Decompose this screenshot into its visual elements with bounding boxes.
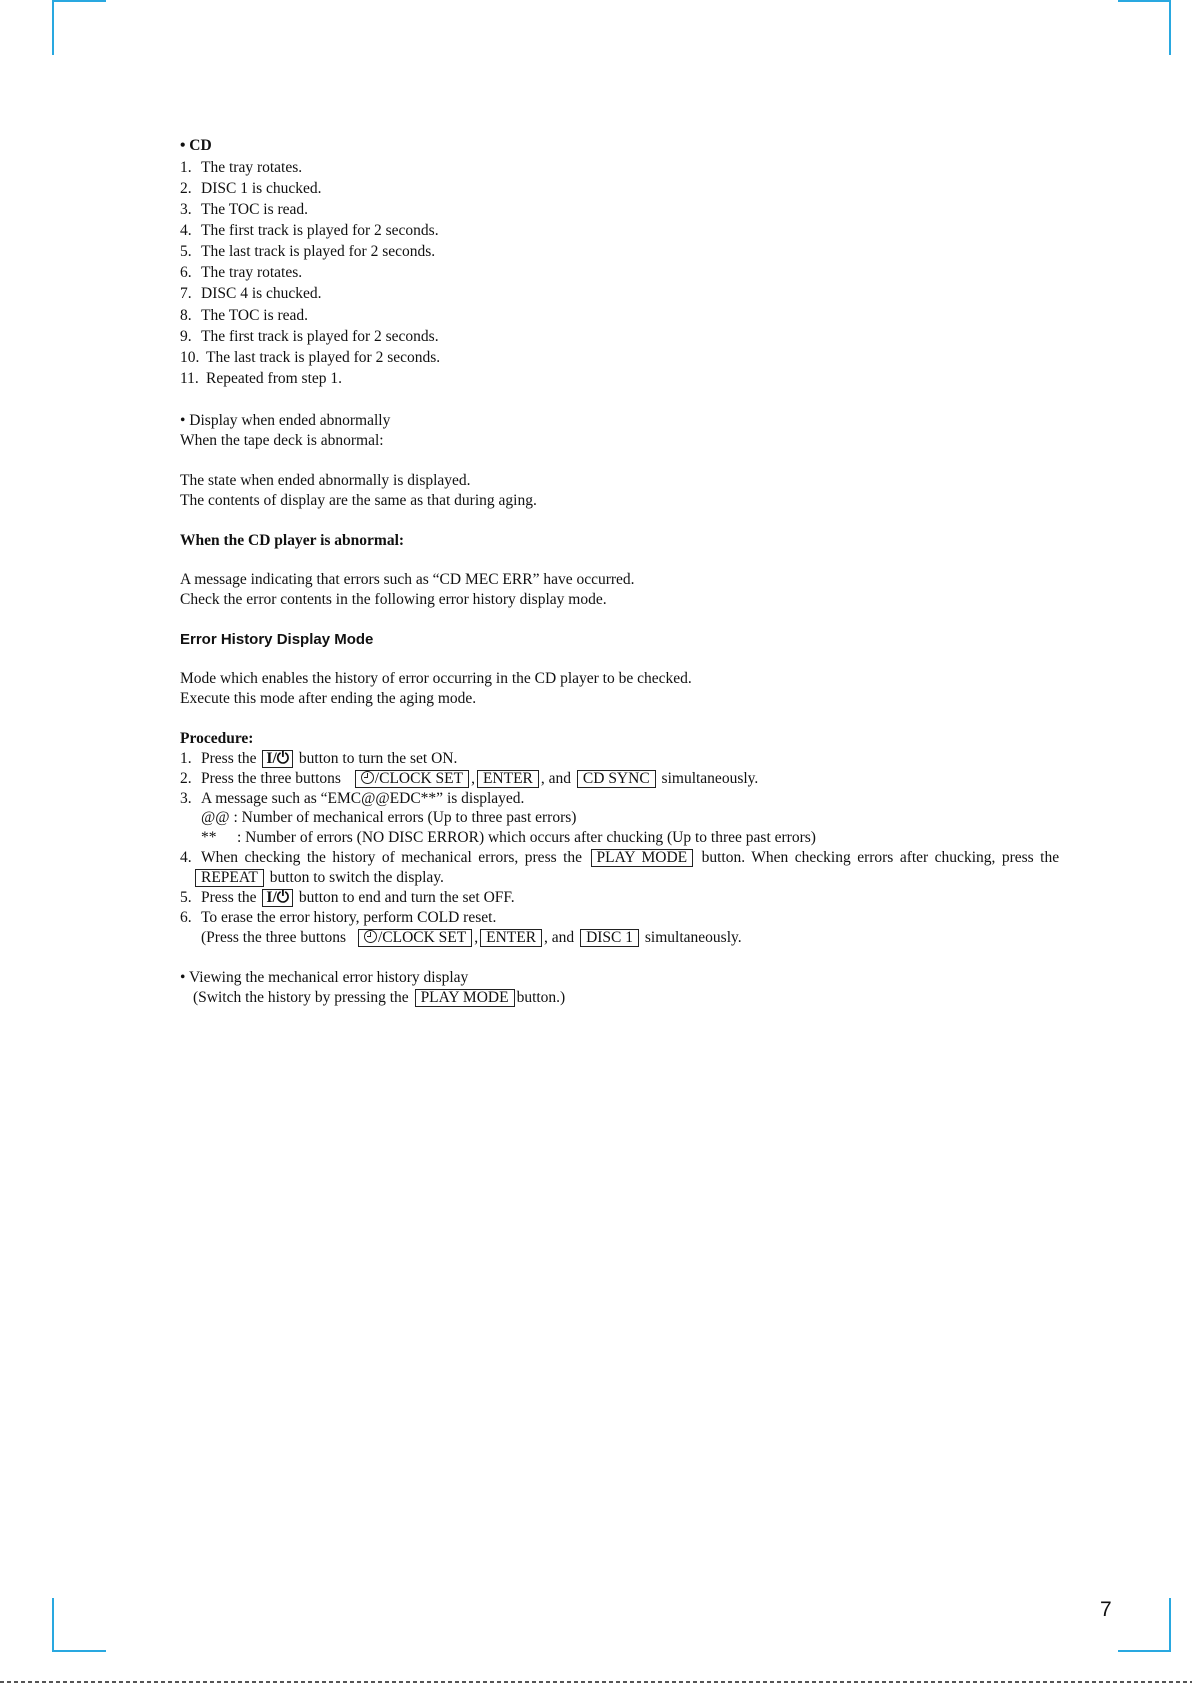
state-line-1: The state when ended abnormally is displayed. xyxy=(180,472,471,489)
procedure-step-5: 5. Press the I/⏻ button to end and turn the set OFF. xyxy=(180,889,515,906)
cd-step: 9. The first track is played for 2 seconds. xyxy=(180,328,439,345)
procedure-step-3: 3. A message such as “EMC@@EDC**” is displayed. xyxy=(180,790,525,807)
cd-step: 3. The TOC is read. xyxy=(180,201,309,218)
clock-icon xyxy=(364,930,377,943)
cd-abnormal-heading: When the CD player is abnormal: xyxy=(180,532,405,549)
clock-icon xyxy=(361,771,374,784)
power-button-label: I/⏻ xyxy=(262,889,293,907)
procedure-step-4-cont: REPEAT button to switch the display. xyxy=(193,868,444,888)
procedure-step-1: 1. Press the I/⏻ button to turn the set ON. xyxy=(180,750,458,767)
procedure-step-2: 2. Press the three buttons /CLOCK SET , ENTER , and CD SYNC simultaneously. xyxy=(180,770,759,787)
cd-step: 8. The TOC is read. xyxy=(180,307,309,324)
error-history-desc-2: Execute this mode after ending the aging mode. xyxy=(180,690,477,707)
bottom-dashed-border xyxy=(0,1681,1192,1683)
repeat-button-label: REPEAT xyxy=(195,869,264,887)
cd-step: 6. The tray rotates. xyxy=(180,264,303,281)
cd-abnormal-line-1: A message indicating that errors such as “CD MEC ERR” have occurred. xyxy=(180,571,635,588)
crop-mark-bottom-left-h xyxy=(52,1650,106,1652)
play-mode-button-label: PLAY MODE xyxy=(591,849,694,867)
cd-sync-button-label: CD SYNC xyxy=(577,770,656,788)
crop-mark-bottom-right-h xyxy=(1118,1650,1171,1652)
play-mode-button-label: PLAY MODE xyxy=(415,989,515,1007)
cd-step: 5. The last track is played for 2 seconds. xyxy=(180,243,436,260)
cd-step: 10. The last track is played for 2 seconds. xyxy=(180,349,441,366)
crop-mark-top-left-h xyxy=(52,0,106,2)
enter-button-label: ENTER xyxy=(480,929,542,947)
cd-step: 11. Repeated from step 1. xyxy=(180,370,343,387)
error-history-desc-1: Mode which enables the history of error occurring in the CD player to be checked. xyxy=(180,670,692,687)
procedure-step-6-sub: (Press the three buttons /CLOCK SET , ENTER , and DISC 1 simultaneously. xyxy=(201,929,742,946)
clock-set-button-label: /CLOCK SET xyxy=(355,770,469,788)
enter-button-label: ENTER xyxy=(477,770,539,788)
procedure-step-3-sub-2: ** : Number of errors (NO DISC ERROR) which occurs after chucking (Up to three past errors) xyxy=(201,829,816,846)
clock-set-button-label: /CLOCK SET xyxy=(358,929,472,947)
viewing-bullet: • Viewing the mechanical error history display xyxy=(180,969,469,986)
power-button-label: I/⏻ xyxy=(262,750,293,768)
cd-heading: • CD xyxy=(180,137,212,154)
procedure-step-6: 6. To erase the error history, perform COLD reset. xyxy=(180,909,497,926)
cd-abnormal-line-2: Check the error contents in the following error history display mode. xyxy=(180,591,607,608)
viewing-sub: (Switch the history by pressing the PLAY MODE button.) xyxy=(193,989,566,1006)
cd-step: 4. The first track is played for 2 seconds. xyxy=(180,222,439,239)
cd-step: 7. DISC 4 is chucked. xyxy=(180,285,322,302)
crop-mark-bottom-right-v xyxy=(1169,1598,1171,1652)
disc1-button-label: DISC 1 xyxy=(580,929,639,947)
page-number: 7 xyxy=(1100,1598,1112,1621)
crop-mark-top-right-h xyxy=(1118,0,1171,2)
cd-step: 1. The tray rotates. xyxy=(180,159,303,176)
procedure-heading: Procedure: xyxy=(180,730,254,747)
error-history-heading: Error History Display Mode xyxy=(180,631,374,648)
procedure-step-4: 4. When checking the history of mechanical errors, press the PLAY MODE button. When checking errors after chucking, press the xyxy=(180,849,1060,866)
procedure-step-3-sub-1: @@ : Number of mechanical errors (Up to three past errors) xyxy=(201,809,577,826)
abnormal-bullet: • Display when ended abnormally xyxy=(180,412,391,429)
crop-mark-top-right-v xyxy=(1169,0,1171,55)
state-line-2: The contents of display are the same as that during aging. xyxy=(180,492,537,509)
crop-mark-top-left-v xyxy=(52,0,54,55)
tape-abnormal-line: When the tape deck is abnormal: xyxy=(180,432,384,449)
cd-step: 2. DISC 1 is chucked. xyxy=(180,180,322,197)
crop-mark-bottom-left-v xyxy=(52,1598,54,1652)
